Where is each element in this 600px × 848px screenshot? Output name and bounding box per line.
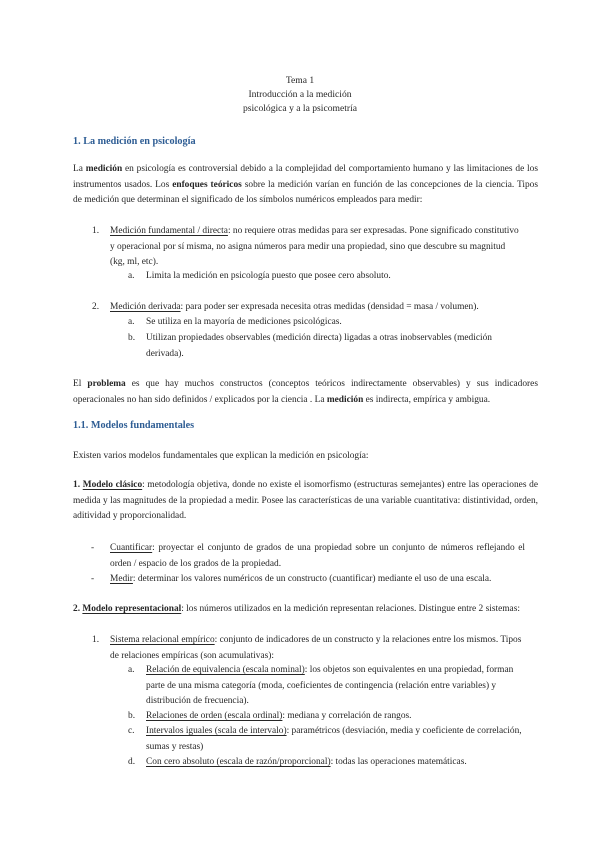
sub-list-marker: d. (128, 757, 136, 767)
sub-list-item: Utilizan propiedades observables (medición directa) ligadas a otras inobservables (medición derivada). (146, 333, 492, 359)
sub-list-item: Se utiliza en la mayoría de mediciones psicológicas. (146, 317, 342, 327)
bullet-medir: Medir: determinar los valores numéricos de un constructo (cuantificar) mediante el uso de una escala. (110, 574, 492, 584)
bullet-cuantificar: Cuantificar: proyectar el conjunto de grados de una propiedad sobre un conjunto de números reflejando el orden / espacio de los grados de la propiedad. (110, 543, 525, 569)
bold-term-medicion: medición (85, 164, 123, 174)
models-intro: Existen varios modelos fundamentales que explican la medición en psicología: (73, 451, 369, 461)
list-number: 1. (92, 635, 100, 645)
sub-item-orden: Relaciones de orden (escala ordinal): mediana y correlación de rangos. (146, 711, 412, 721)
list-item-sistema-relacional: Sistema relacional empírico: conjunto de indicadores de un constructo y la relaciones entre los mismos. Tipos de relaciones empíricas (son acumulativas): (110, 635, 522, 661)
list-number: 1. (92, 226, 100, 236)
modelo-clasico-paragraph: 1. Modelo clásico: metodología objetiva, donde no existe el isomorfismo (estructuras semejantes) entre las operaciones de medida y las magnitudes de la propiedad a medir. Posee las características de una variable cuantitativa: distintividad, orden, aditividad y proporcionalidad. (73, 480, 538, 521)
sub-item-intervalos: Intervalos iguales (scala de intervalo): paramétricos (desviación, media y coeficiente de correlación, sumas y restas) (146, 726, 522, 752)
section-heading-1-1: 1.1. Modelos fundamentales (73, 420, 195, 431)
sub-list-marker: b. (128, 333, 136, 343)
modelo-representacional-label: Modelo representacional (82, 604, 182, 614)
sub-list-marker: a. (128, 271, 135, 281)
sub-list-marker: a. (128, 317, 135, 327)
bullet-marker: - (91, 574, 95, 584)
intro-paragraph: La medición en psicología es controversial debido a la complejidad del comportamiento humano y las limitaciones de los instrumentos usados. Los enfoques teóricos sobre la medición varían en función de las concepciones de la ciencia. Tipos de medición que determinan el significado de los símbolos numéricos empleados para medir: (73, 164, 539, 205)
list-item-medicion-derivada: Medición derivada: para poder ser expresada necesita otras medidas (densidad = masa / volumen). (110, 302, 479, 312)
doc-topic: Tema 1 (285, 75, 315, 86)
sub-list-marker: c. (128, 726, 135, 736)
doc-title-line-2: psicológica y a la psicometría (242, 103, 358, 114)
list-number: 2. (92, 302, 100, 312)
bullet-marker: - (91, 543, 95, 553)
problem-paragraph: El problema es que hay muchos constructos (conceptos teóricos indirectamente observables) y sus indicadores operacionales no han sido definidos / explicados por la ciencia . La medición es indirecta, empírica y ambigua. (73, 379, 538, 405)
bold-term-problema: problema (87, 379, 126, 389)
sub-item-equivalencia: Relación de equivalencia (escala nominal): los objetos son equivalentes en una propiedad, forman parte de una misma categoría (moda, coeficientes de contingencia (relación entre variables) y distribución de frecuencia). (146, 665, 514, 706)
sub-list-marker: a. (128, 665, 135, 675)
doc-title-line-1: Introducción a la medición (248, 89, 352, 100)
sub-list-marker: b. (128, 711, 136, 721)
bold-term-enfoques: enfoques teóricos (172, 179, 242, 190)
section-heading-1: 1. La medición en psicología (73, 136, 196, 147)
bold-term-medicion: medición (326, 394, 364, 405)
modelo-clasico-label: Modelo clásico (82, 480, 143, 490)
modelo-representacional-paragraph: 2. Modelo representacional: los números utilizados en la medición representan relaciones. Distingue entre 2 sistemas: (73, 604, 520, 614)
sub-list-item: Limita la medición en psicología puesto que posee cero absoluto. (146, 271, 391, 281)
list-item-medicion-fundamental: Medición fundamental / directa: no requiere otras medidas para ser expresadas. Pone significado constitutivo y operacional por sí misma, no asigna números para medir una propiedad, sino que descubre su magnitud (kg, ml, etc). (110, 226, 519, 267)
sub-item-cero-absoluto: Con cero absoluto (escala de razón/proporcional): todas las operaciones matemáticas. (146, 757, 467, 767)
